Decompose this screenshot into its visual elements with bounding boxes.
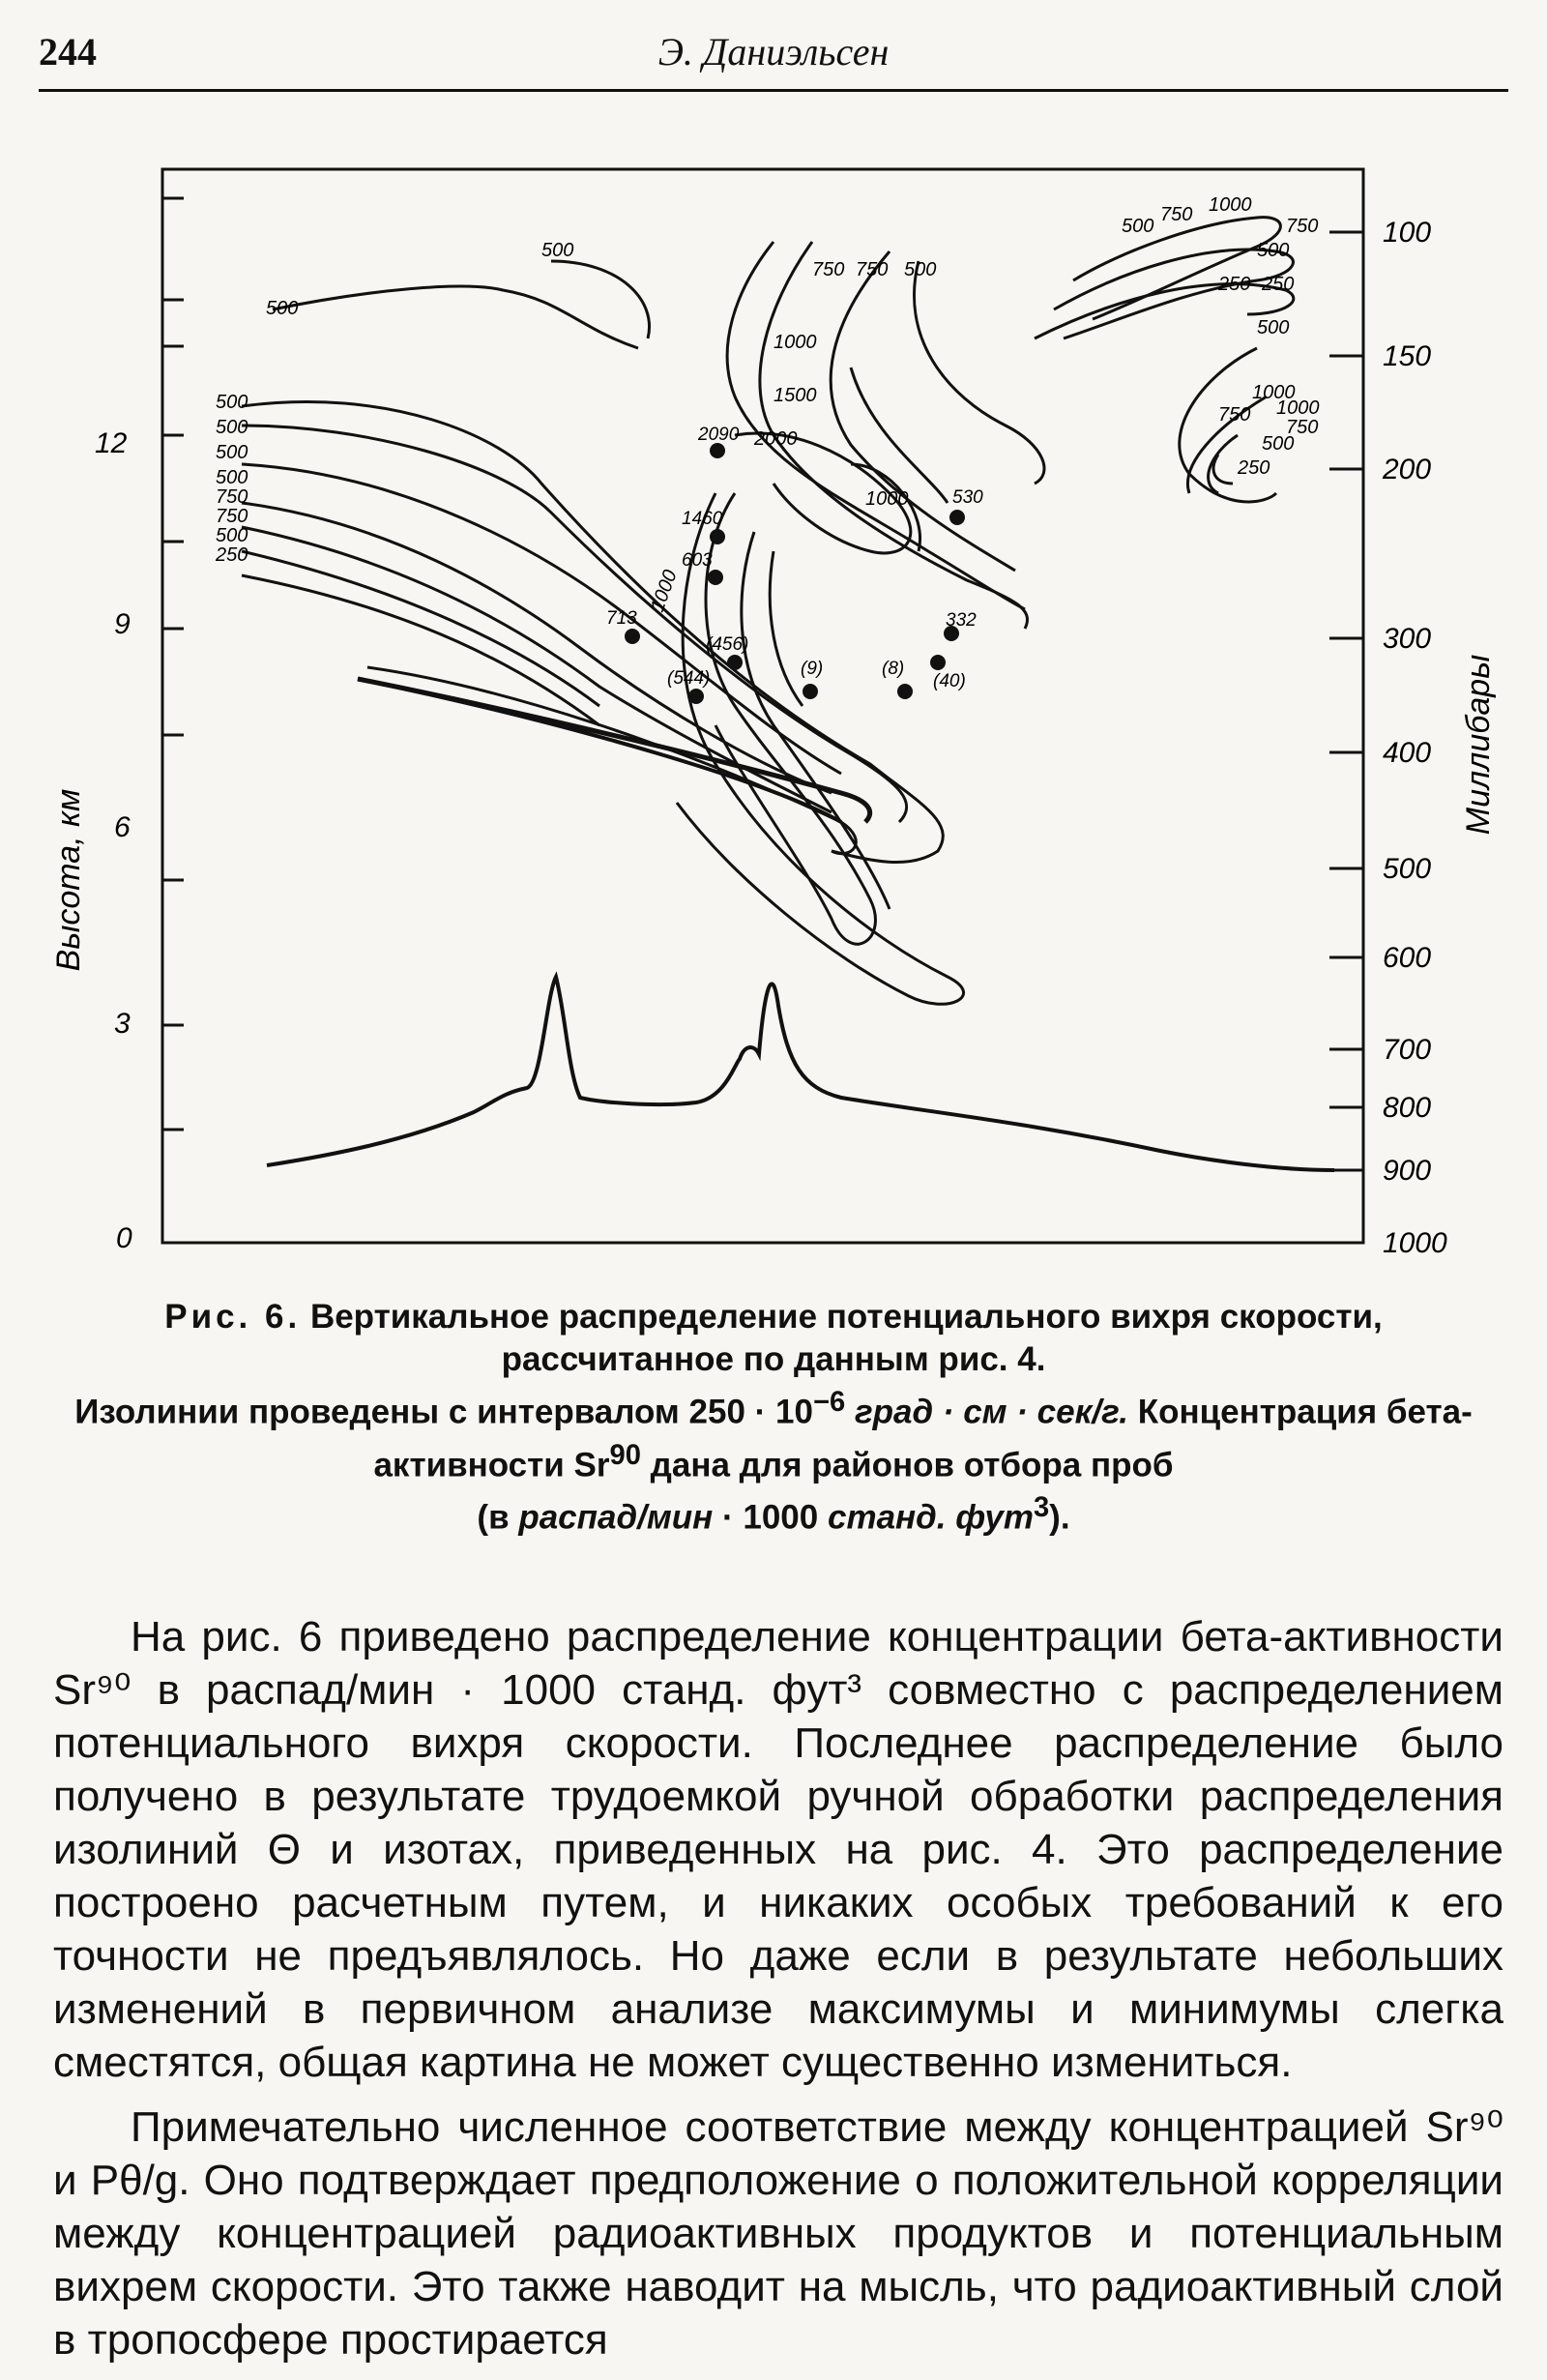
isoline-label: 500 xyxy=(216,417,248,438)
left-tick-label: 6 xyxy=(114,811,131,843)
isoline-label: 500 xyxy=(1257,240,1290,261)
paragraph: Примечательно численное соответствие между концентрацией Sr⁹⁰ и Pθ/g. Оно подтверждает предположение о положительной корреляции между концентрацией радиоактивных продуктов и потенциальным вихрем скорости. Это также наводит на мысль, что радиоактивный слой в тропосфере простирается xyxy=(53,2103,1503,2364)
isoline-label: 250 xyxy=(1238,457,1270,479)
right-tick-label: 600 xyxy=(1383,942,1432,974)
isoline-label: 1000 xyxy=(646,567,682,615)
caption-label: Рис. 6. xyxy=(164,1298,302,1336)
right-axis-label: Миллибары xyxy=(1460,654,1497,836)
body-text xyxy=(53,1610,1503,2378)
right-axis xyxy=(1329,217,1497,1259)
sample-point xyxy=(803,684,818,699)
isoline xyxy=(551,261,650,338)
running-head xyxy=(39,29,1508,87)
sample-label: 2090 xyxy=(698,425,740,445)
isoline-label: 750 xyxy=(1286,216,1319,237)
left-tick-label: 9 xyxy=(114,608,131,640)
page-number: 244 xyxy=(39,30,97,73)
isoline-label: 1000 xyxy=(1209,194,1252,216)
isoline-label: 750 xyxy=(812,259,845,280)
isoline xyxy=(273,286,638,348)
header-rule xyxy=(39,89,1508,92)
paragraph: На рис. 6 приведено распределение концентрации бета-активности Sr⁹⁰ в распад/мин · 1000 станд. фут³ совместно с распределением потенциального вихря скорости. Последнее распределение было получено в результате трудоемкой ручной обработки распределения изолиний Θ и изотах, приведенных на рис. 4. Это распределение построено расчетным путем, и никаких особых требований к его точности не предъявлялось. Но даже если в результате небольших изменений в первичном анализе максимумы и минимумы слегка сместятся, общая картина не может существенно измениться. xyxy=(53,1613,1503,2086)
caption-isotope: 90 xyxy=(609,1439,641,1471)
caption-interval: Изолинии проведены с интервалом 250 · 10 xyxy=(74,1393,813,1431)
isoline xyxy=(677,493,964,1004)
sample-label: (9) xyxy=(801,659,824,679)
isoline-label: 750 xyxy=(216,506,248,527)
right-tick-label: 800 xyxy=(1383,1092,1432,1124)
sample-label: 603 xyxy=(682,550,713,571)
isoline-label: 1500 xyxy=(774,385,817,406)
figure-caption xyxy=(48,1296,1499,1540)
right-tick-label: 300 xyxy=(1383,623,1432,655)
caption-line-1 xyxy=(48,1296,1499,1381)
sample-point xyxy=(930,655,946,670)
caption-units: град · см · сек/г. xyxy=(854,1393,1129,1431)
right-tick-label: 700 xyxy=(1383,1034,1432,1066)
isoline-label: 750 xyxy=(856,259,889,280)
right-tick-label: 500 xyxy=(1383,853,1432,885)
left-tick-label: 0 xyxy=(116,1222,132,1254)
caption-close: ). xyxy=(1049,1498,1070,1537)
sample-point xyxy=(688,689,704,704)
isoline-label: 500 xyxy=(1122,216,1154,237)
isoline xyxy=(242,551,599,706)
isoline-label: 750 xyxy=(1286,417,1319,438)
caption-cube: 3 xyxy=(1033,1492,1050,1524)
caption-line-2 xyxy=(48,1381,1499,1486)
caption-line-3 xyxy=(48,1486,1499,1540)
isoline xyxy=(760,242,1028,629)
caption-volume: станд. фут xyxy=(827,1498,1034,1537)
isoline xyxy=(831,251,1015,571)
isoline xyxy=(242,426,907,822)
isoline xyxy=(1035,284,1294,338)
isoline-label: 500 xyxy=(216,392,248,413)
isoline-label: 250 xyxy=(1262,274,1295,295)
sample-label: (544) xyxy=(667,668,711,689)
sample-label: 713 xyxy=(606,608,637,629)
caption-sampling: дана для районов отбора проб xyxy=(650,1446,1174,1484)
isoline-label: 1000 xyxy=(774,332,817,353)
isoline-labels xyxy=(215,194,1320,615)
sample-label: 332 xyxy=(946,610,977,631)
isoline-label: 500 xyxy=(1257,317,1290,338)
sample-point xyxy=(625,629,640,644)
contour-chart xyxy=(0,145,1547,1267)
isoline xyxy=(706,493,875,944)
sample-point xyxy=(727,655,743,670)
sample-point xyxy=(710,443,725,458)
isoline-label: 1000 xyxy=(1252,382,1296,403)
figure-6 xyxy=(0,145,1547,1267)
caption-open: (в xyxy=(477,1498,510,1537)
isoline xyxy=(1213,455,1233,484)
left-tick-label: 12 xyxy=(95,427,128,459)
isoline-label: 2000 xyxy=(754,428,798,450)
isoline-label: 500 xyxy=(216,442,248,463)
caption-rate: распад/мин xyxy=(518,1498,714,1537)
right-tick-label: 900 xyxy=(1383,1155,1432,1187)
sample-point xyxy=(897,684,913,699)
caption-concentration: Концентрация бета-активности Sr xyxy=(373,1393,1473,1484)
ground-profile-line xyxy=(267,977,1334,1170)
isoline-label: 250 xyxy=(216,544,248,566)
right-tick-label: 200 xyxy=(1383,454,1432,485)
isoline-label: 1000 xyxy=(865,488,909,510)
sample-label: (40) xyxy=(933,671,966,691)
sample-point xyxy=(710,529,725,544)
isoline-label: 1000 xyxy=(1276,397,1320,419)
running-title: Э. Даниэльсен xyxy=(657,30,890,73)
sample-point xyxy=(708,570,723,585)
caption-multiplier: · 1000 xyxy=(722,1498,819,1537)
left-axis-label: Высота, км xyxy=(50,788,87,972)
isoline xyxy=(1073,218,1280,319)
sample-point xyxy=(949,510,965,525)
isoline-label: 750 xyxy=(1218,404,1251,426)
sample-label: 530 xyxy=(952,487,983,508)
right-tick-label: 400 xyxy=(1383,737,1432,769)
isoline-label: 500 xyxy=(266,298,299,319)
caption-title: Вертикальное распределение потенциального вихря скорости, рассчитанное по данным рис. 4. xyxy=(309,1298,1383,1378)
left-tick-label: 3 xyxy=(114,1008,131,1040)
isoline-label: 500 xyxy=(216,525,248,546)
isoline-label: 500 xyxy=(216,467,248,488)
isoline-label: 750 xyxy=(1160,204,1193,225)
right-tick-label: 100 xyxy=(1383,217,1432,249)
isolines xyxy=(242,218,1294,1005)
isoline-label: 500 xyxy=(1262,433,1295,455)
isoline xyxy=(770,551,803,706)
isoline-label: 250 xyxy=(1218,274,1251,295)
right-tick-label: 150 xyxy=(1383,340,1432,372)
isoline-label: 500 xyxy=(904,259,937,280)
sample-label: (456) xyxy=(706,634,749,655)
caption-exponent: −6 xyxy=(812,1387,846,1418)
isoline xyxy=(915,261,1044,484)
right-tick-label: 1000 xyxy=(1383,1227,1447,1259)
isoline-label: 750 xyxy=(216,486,248,508)
isoline xyxy=(851,367,948,503)
sample-label: 1460 xyxy=(682,509,723,529)
isoline-label: 500 xyxy=(541,240,574,261)
sample-label: (8) xyxy=(882,659,905,679)
